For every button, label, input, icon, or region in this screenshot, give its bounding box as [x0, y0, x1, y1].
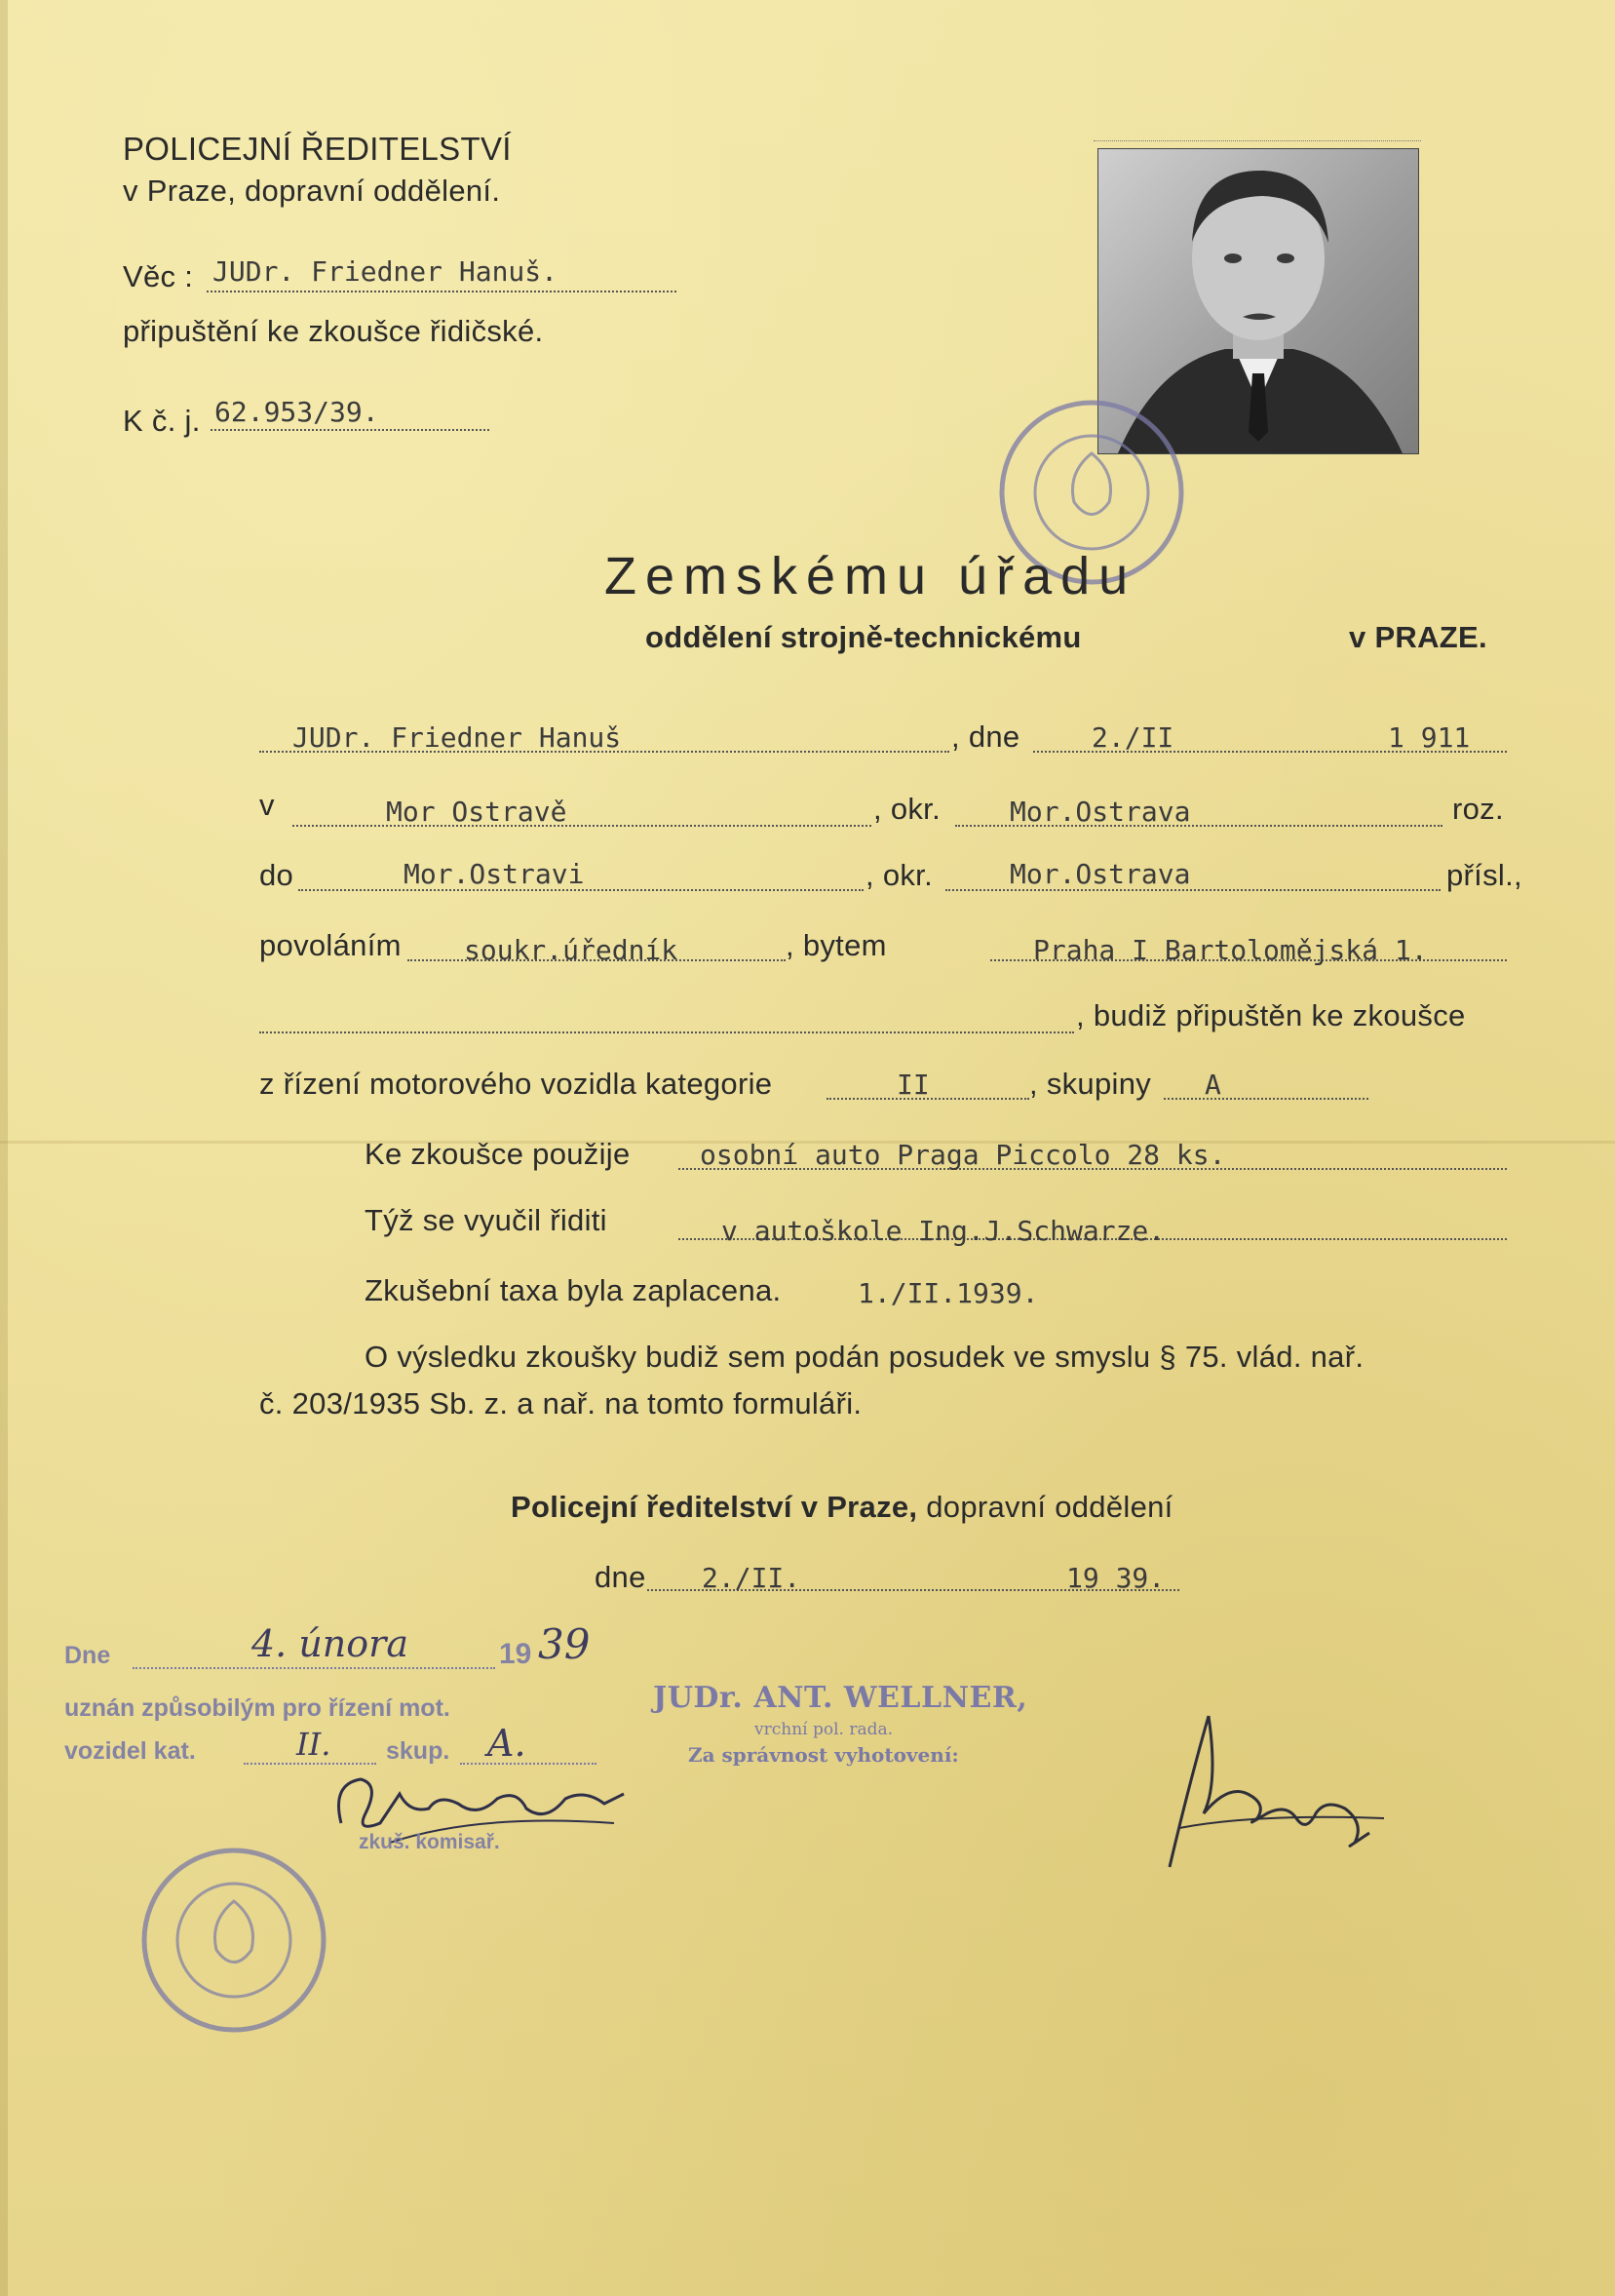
result-line2: č. 203/1935 Sb. z. a nař. na tomto formuláři.	[259, 1386, 863, 1420]
exam-year-suffix: 39	[538, 1620, 591, 1668]
addressee-department: oddělení strojně-technickému	[645, 620, 1082, 654]
exam-dne-value: 4. února	[251, 1622, 408, 1665]
roz-label: roz.	[1452, 792, 1504, 826]
kcj-dotted-line	[211, 429, 489, 431]
kategorie-text: z řízení motorového vozidla kategorie	[259, 1067, 773, 1101]
paper-edge	[0, 0, 8, 2296]
group: A	[1205, 1069, 1221, 1101]
skupiny-label: , skupiny	[1029, 1067, 1152, 1101]
vec-label: Věc :	[123, 259, 194, 293]
official-name: JUDr. ANT. WELLNER,	[653, 1681, 1028, 1715]
exam-komisar: zkuš. komisař.	[359, 1831, 500, 1853]
exam-year-prefix: 19	[499, 1638, 532, 1670]
bytem-label: , bytem	[786, 928, 887, 962]
v-label: v	[259, 788, 275, 822]
exam-dne-label: Dne	[64, 1642, 111, 1669]
result-line1: O výsledku zkoušky budiž sem podán posudek ve smyslu § 75. vlád. nař.	[365, 1340, 1365, 1374]
birth-district: Mor.Ostrava	[1010, 796, 1191, 828]
trained: v autoškole Ing.J.Schwarze.	[721, 1215, 1166, 1247]
photo-frame-line	[1094, 140, 1421, 141]
examiner-stamp	[136, 1843, 331, 2038]
official-rank: vrchní pol. rada.	[754, 1720, 894, 1739]
do-label: do	[259, 858, 294, 892]
exam-vozidel: vozidel kat.	[64, 1737, 196, 1765]
closing-office-rest: dopravní oddělení	[926, 1490, 1173, 1524]
closing-office-bold: Policejní ředitelství v Praze,	[511, 1490, 918, 1524]
vehicle-label: Ke zkoušce použije	[365, 1137, 631, 1171]
closing-office	[511, 1490, 1173, 1525]
fee-label: Zkušební taxa byla zaplacena.	[365, 1273, 782, 1307]
official-note: Za správnost vyhotovení:	[688, 1743, 959, 1767]
exam-uznan: uznán způsobilým pro řízení mot.	[64, 1694, 450, 1722]
header-line1: POLICEJNÍ ŘEDITELSTVÍ	[123, 131, 512, 167]
residence: Praha I Bartolomějská 1.	[1033, 934, 1428, 966]
birth-day: 2./II	[1092, 721, 1174, 754]
trained-label: Týž se vyučil řiditi	[365, 1203, 607, 1237]
kcj-label: K č. j.	[123, 404, 201, 438]
fee-date: 1./II.1939.	[858, 1277, 1039, 1309]
official-signature	[1150, 1696, 1404, 1882]
vec-value: JUDr. Friedner Hanuš.	[212, 255, 558, 288]
closing-dne-label: dne	[595, 1560, 646, 1594]
closing-year: 19 39.	[1066, 1562, 1166, 1594]
birth-year: 1 911	[1388, 721, 1471, 754]
exam-dne-line	[133, 1667, 495, 1669]
prisl-label: přísl.,	[1446, 858, 1522, 892]
domicile-district: Mor.Ostrava	[1010, 858, 1191, 890]
blank-line	[259, 1031, 1074, 1033]
category: II	[897, 1069, 930, 1101]
group-line	[1164, 1098, 1368, 1100]
occupation: soukr.úředník	[464, 934, 678, 966]
birth-place: Mor Ostravě	[386, 796, 567, 828]
name-value: JUDr. Friedner Hanuš	[292, 721, 622, 754]
povolanim-label: povoláním	[259, 928, 402, 962]
domicile: Mor.Ostravi	[404, 858, 585, 890]
addressee-city: v PRAZE.	[1349, 620, 1487, 654]
okr-label-1: , okr.	[873, 792, 941, 826]
header-line2: v Praze, dopravní oddělení.	[123, 174, 501, 208]
addressee-title: Zemskému úřadu	[604, 547, 1137, 605]
closing-date: 2./II.	[702, 1562, 801, 1594]
vec-subject: připuštění ke zkoušce řidičské.	[123, 314, 544, 348]
vehicle: osobní auto Praga Piccolo 28 ks.	[700, 1139, 1226, 1171]
exam-skup-label: skup.	[386, 1737, 450, 1765]
kcj-value: 62.953/39.	[214, 396, 379, 428]
okr-label-2: , okr.	[865, 858, 933, 892]
vec-dotted-line	[207, 291, 676, 292]
exam-skup-value: A.	[487, 1722, 526, 1765]
birth-place-line	[292, 825, 871, 827]
dne-label: , dne	[951, 720, 1020, 754]
exam-kat-value: II.	[296, 1726, 331, 1763]
pripusten-text: , budiž připuštěn ke zkoušce	[1076, 998, 1466, 1032]
